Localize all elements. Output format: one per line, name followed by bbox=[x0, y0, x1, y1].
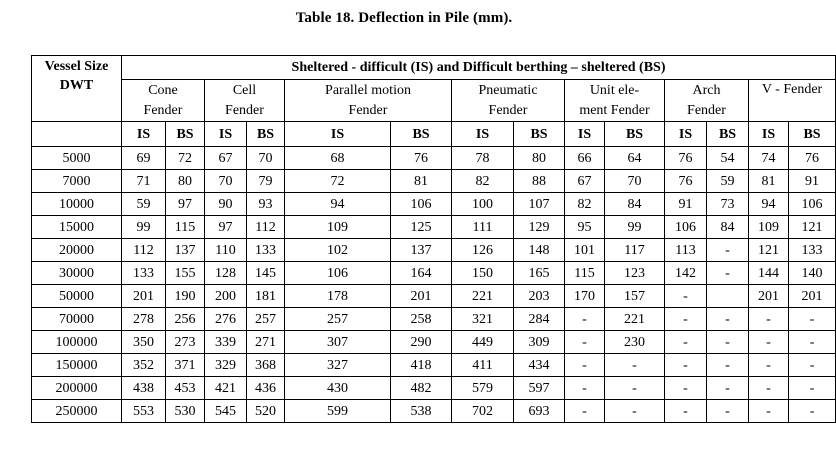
fender-type-header bbox=[285, 80, 452, 122]
value-cell: 201 bbox=[122, 285, 166, 308]
value-cell: 327 bbox=[285, 354, 391, 377]
value-cell: 109 bbox=[749, 216, 789, 239]
table-row bbox=[32, 377, 836, 400]
value-cell: 201 bbox=[391, 285, 452, 308]
table-row bbox=[32, 262, 836, 285]
fender-type-header bbox=[665, 80, 749, 122]
value-cell: 93 bbox=[247, 193, 285, 216]
header-row-group bbox=[32, 56, 836, 80]
table-row bbox=[32, 170, 836, 193]
value-cell: 307 bbox=[285, 331, 391, 354]
value-cell: 113 bbox=[665, 239, 707, 262]
subcol-header: BS bbox=[391, 122, 452, 147]
fender-type-header bbox=[565, 80, 665, 122]
value-cell: - bbox=[605, 354, 665, 377]
deflection-table bbox=[31, 55, 836, 423]
value-cell: 64 bbox=[605, 147, 665, 170]
dwt-cell: 200000 bbox=[32, 377, 122, 400]
value-cell: 350 bbox=[122, 331, 166, 354]
value-cell: 90 bbox=[205, 193, 247, 216]
vessel-size-header bbox=[32, 56, 122, 122]
value-cell: 94 bbox=[285, 193, 391, 216]
value-cell: 150 bbox=[452, 262, 514, 285]
dwt-cell: 5000 bbox=[32, 147, 122, 170]
fender-type-header bbox=[452, 80, 565, 122]
table-row bbox=[32, 308, 836, 331]
value-cell: 80 bbox=[166, 170, 205, 193]
fender-type-line2: Fender bbox=[348, 102, 388, 118]
value-cell: 155 bbox=[166, 262, 205, 285]
value-cell: 278 bbox=[122, 308, 166, 331]
value-cell: 70 bbox=[605, 170, 665, 193]
table-row bbox=[32, 331, 836, 354]
fender-type-line1: Parallel motion bbox=[325, 82, 411, 98]
fender-type-line2: Fender bbox=[225, 102, 264, 118]
value-cell: 81 bbox=[391, 170, 452, 193]
table-row bbox=[32, 285, 836, 308]
value-cell: 170 bbox=[565, 285, 605, 308]
value-cell: - bbox=[665, 354, 707, 377]
fender-type-line2: Fender bbox=[488, 102, 528, 118]
value-cell: 201 bbox=[749, 285, 789, 308]
value-cell: 258 bbox=[391, 308, 452, 331]
value-cell: 102 bbox=[285, 239, 391, 262]
fender-type-line2: Fender bbox=[687, 102, 726, 118]
value-cell: 157 bbox=[605, 285, 665, 308]
value-cell: 107 bbox=[514, 193, 565, 216]
header-row-fender-types bbox=[32, 80, 836, 122]
value-cell: 91 bbox=[789, 170, 836, 193]
value-cell: 181 bbox=[247, 285, 285, 308]
value-cell: 69 bbox=[122, 147, 166, 170]
table-body bbox=[32, 147, 836, 423]
value-cell: 284 bbox=[514, 308, 565, 331]
value-cell: 129 bbox=[514, 216, 565, 239]
value-cell: 78 bbox=[452, 147, 514, 170]
subcol-header: BS bbox=[166, 122, 205, 147]
value-cell: - bbox=[789, 308, 836, 331]
table-row bbox=[32, 400, 836, 423]
subcol-header: BS bbox=[514, 122, 565, 147]
value-cell: 411 bbox=[452, 354, 514, 377]
value-cell: 256 bbox=[166, 308, 205, 331]
dwt-label: DWT bbox=[59, 78, 94, 93]
subcol-header: IS bbox=[122, 122, 166, 147]
fender-type-line1: Unit ele- bbox=[589, 82, 640, 98]
subcol-header: BS bbox=[605, 122, 665, 147]
value-cell: 123 bbox=[605, 262, 665, 285]
value-cell: - bbox=[749, 400, 789, 423]
dwt-cell: 30000 bbox=[32, 262, 122, 285]
value-cell: 421 bbox=[205, 377, 247, 400]
dwt-cell: 150000 bbox=[32, 354, 122, 377]
value-cell: 74 bbox=[749, 147, 789, 170]
value-cell bbox=[707, 285, 749, 308]
value-cell: 148 bbox=[514, 239, 565, 262]
value-cell: 203 bbox=[514, 285, 565, 308]
value-cell: 438 bbox=[122, 377, 166, 400]
dwt-cell: 70000 bbox=[32, 308, 122, 331]
table-caption: Table 18. Deflection in Pile (mm). bbox=[295, 10, 513, 26]
fender-type-line2: ment Fender bbox=[579, 102, 650, 118]
value-cell: 221 bbox=[452, 285, 514, 308]
value-cell: 111 bbox=[452, 216, 514, 239]
subcol-header: IS bbox=[285, 122, 391, 147]
value-cell: 101 bbox=[565, 239, 605, 262]
value-cell: 67 bbox=[565, 170, 605, 193]
value-cell: 257 bbox=[247, 308, 285, 331]
value-cell: 368 bbox=[247, 354, 285, 377]
subcol-header: BS bbox=[789, 122, 836, 147]
value-cell: 190 bbox=[166, 285, 205, 308]
table-row bbox=[32, 193, 836, 216]
value-cell: - bbox=[565, 400, 605, 423]
value-cell: 71 bbox=[122, 170, 166, 193]
subcol-header: IS bbox=[452, 122, 514, 147]
value-cell: 121 bbox=[789, 216, 836, 239]
value-cell: 72 bbox=[285, 170, 391, 193]
subcol-header: IS bbox=[565, 122, 605, 147]
value-cell: - bbox=[789, 400, 836, 423]
value-cell: - bbox=[749, 308, 789, 331]
value-cell: 97 bbox=[205, 216, 247, 239]
fender-type-line1: Pneumatic bbox=[478, 82, 538, 98]
dwt-cell: 7000 bbox=[32, 170, 122, 193]
value-cell: 144 bbox=[749, 262, 789, 285]
table-header bbox=[32, 56, 836, 147]
table-row bbox=[32, 354, 836, 377]
dwt-cell: 250000 bbox=[32, 400, 122, 423]
value-cell: 88 bbox=[514, 170, 565, 193]
value-cell: 257 bbox=[285, 308, 391, 331]
value-cell: 76 bbox=[391, 147, 452, 170]
value-cell: 109 bbox=[285, 216, 391, 239]
value-cell: 520 bbox=[247, 400, 285, 423]
value-cell: 106 bbox=[391, 193, 452, 216]
value-cell: 553 bbox=[122, 400, 166, 423]
value-cell: 271 bbox=[247, 331, 285, 354]
value-cell: - bbox=[749, 354, 789, 377]
dwt-cell: 20000 bbox=[32, 239, 122, 262]
value-cell: 59 bbox=[707, 170, 749, 193]
value-cell: - bbox=[565, 308, 605, 331]
value-cell: 145 bbox=[247, 262, 285, 285]
value-cell: 273 bbox=[166, 331, 205, 354]
value-cell: - bbox=[665, 377, 707, 400]
value-cell: 100 bbox=[452, 193, 514, 216]
dwt-cell: 50000 bbox=[32, 285, 122, 308]
value-cell: 70 bbox=[247, 147, 285, 170]
value-cell: 321 bbox=[452, 308, 514, 331]
value-cell: 67 bbox=[205, 147, 247, 170]
value-cell: - bbox=[665, 285, 707, 308]
vessel-size-blank-cell bbox=[32, 122, 122, 147]
vessel-size-label: Vessel Size bbox=[44, 59, 109, 74]
value-cell: 133 bbox=[247, 239, 285, 262]
value-cell: 133 bbox=[789, 239, 836, 262]
value-cell: 106 bbox=[285, 262, 391, 285]
value-cell: 110 bbox=[205, 239, 247, 262]
value-cell: 54 bbox=[707, 147, 749, 170]
value-cell: 94 bbox=[749, 193, 789, 216]
value-cell: 128 bbox=[205, 262, 247, 285]
value-cell: 95 bbox=[565, 216, 605, 239]
value-cell: 597 bbox=[514, 377, 565, 400]
value-cell: 137 bbox=[391, 239, 452, 262]
value-cell: 482 bbox=[391, 377, 452, 400]
value-cell: 72 bbox=[166, 147, 205, 170]
fender-type-line1: Cell bbox=[232, 82, 257, 98]
value-cell: 125 bbox=[391, 216, 452, 239]
header-row-subcols bbox=[32, 122, 836, 147]
value-cell: 76 bbox=[665, 147, 707, 170]
value-cell: 106 bbox=[789, 193, 836, 216]
value-cell: 76 bbox=[789, 147, 836, 170]
value-cell: 230 bbox=[605, 331, 665, 354]
value-cell: - bbox=[565, 354, 605, 377]
value-cell: - bbox=[565, 331, 605, 354]
value-cell: 115 bbox=[166, 216, 205, 239]
value-cell: 329 bbox=[205, 354, 247, 377]
value-cell: 59 bbox=[122, 193, 166, 216]
value-cell: 66 bbox=[565, 147, 605, 170]
value-cell: 430 bbox=[285, 377, 391, 400]
value-cell: 200 bbox=[205, 285, 247, 308]
fender-type-line1: Cone bbox=[148, 82, 178, 98]
value-cell: 115 bbox=[565, 262, 605, 285]
fender-type-line1: Arch bbox=[692, 82, 721, 98]
value-cell: 117 bbox=[605, 239, 665, 262]
value-cell: 82 bbox=[452, 170, 514, 193]
dwt-cell: 15000 bbox=[32, 216, 122, 239]
value-cell: 80 bbox=[514, 147, 565, 170]
value-cell: 702 bbox=[452, 400, 514, 423]
value-cell: 538 bbox=[391, 400, 452, 423]
value-cell: 579 bbox=[452, 377, 514, 400]
fender-type-line1: V - Fender bbox=[761, 82, 823, 97]
table-row bbox=[32, 147, 836, 170]
value-cell: 418 bbox=[391, 354, 452, 377]
value-cell: 112 bbox=[122, 239, 166, 262]
value-cell: 545 bbox=[205, 400, 247, 423]
value-cell: 142 bbox=[665, 262, 707, 285]
value-cell: 137 bbox=[166, 239, 205, 262]
group-title-header: Sheltered - difficult (IS) and Difficult berthing – sheltered (BS) bbox=[122, 56, 836, 80]
dwt-cell: 100000 bbox=[32, 331, 122, 354]
value-cell: 121 bbox=[749, 239, 789, 262]
value-cell: 82 bbox=[565, 193, 605, 216]
value-cell: 81 bbox=[749, 170, 789, 193]
value-cell: - bbox=[749, 331, 789, 354]
value-cell: - bbox=[707, 239, 749, 262]
value-cell: 164 bbox=[391, 262, 452, 285]
value-cell: 68 bbox=[285, 147, 391, 170]
value-cell: 449 bbox=[452, 331, 514, 354]
value-cell: - bbox=[665, 331, 707, 354]
subcol-header: BS bbox=[247, 122, 285, 147]
value-cell: 73 bbox=[707, 193, 749, 216]
value-cell: 599 bbox=[285, 400, 391, 423]
value-cell: - bbox=[789, 331, 836, 354]
value-cell: 352 bbox=[122, 354, 166, 377]
value-cell: - bbox=[707, 354, 749, 377]
value-cell: 339 bbox=[205, 331, 247, 354]
value-cell: 309 bbox=[514, 331, 565, 354]
value-cell: - bbox=[665, 308, 707, 331]
dwt-cell: 10000 bbox=[32, 193, 122, 216]
table-row bbox=[32, 239, 836, 262]
value-cell: 453 bbox=[166, 377, 205, 400]
value-cell: 436 bbox=[247, 377, 285, 400]
value-cell: - bbox=[665, 400, 707, 423]
value-cell: - bbox=[565, 377, 605, 400]
value-cell: 84 bbox=[707, 216, 749, 239]
value-cell: 84 bbox=[605, 193, 665, 216]
value-cell: 434 bbox=[514, 354, 565, 377]
subcol-header: IS bbox=[665, 122, 707, 147]
value-cell: 112 bbox=[247, 216, 285, 239]
value-cell: 201 bbox=[789, 285, 836, 308]
subcol-header: BS bbox=[707, 122, 749, 147]
subcol-header: IS bbox=[205, 122, 247, 147]
value-cell: 76 bbox=[665, 170, 707, 193]
table-row bbox=[32, 216, 836, 239]
value-cell: - bbox=[707, 308, 749, 331]
value-cell: 70 bbox=[205, 170, 247, 193]
value-cell: 97 bbox=[166, 193, 205, 216]
value-cell: 221 bbox=[605, 308, 665, 331]
value-cell: 79 bbox=[247, 170, 285, 193]
value-cell: 91 bbox=[665, 193, 707, 216]
value-cell: 140 bbox=[789, 262, 836, 285]
value-cell: - bbox=[789, 354, 836, 377]
value-cell: - bbox=[707, 377, 749, 400]
value-cell: - bbox=[707, 331, 749, 354]
value-cell: 290 bbox=[391, 331, 452, 354]
value-cell: - bbox=[789, 377, 836, 400]
fender-type-header bbox=[205, 80, 285, 122]
value-cell: 99 bbox=[122, 216, 166, 239]
value-cell: 178 bbox=[285, 285, 391, 308]
value-cell: 693 bbox=[514, 400, 565, 423]
value-cell: 371 bbox=[166, 354, 205, 377]
value-cell: 126 bbox=[452, 239, 514, 262]
value-cell: - bbox=[749, 377, 789, 400]
value-cell: - bbox=[707, 262, 749, 285]
value-cell: 276 bbox=[205, 308, 247, 331]
fender-type-header bbox=[749, 80, 836, 122]
fender-type-line2: Fender bbox=[143, 102, 183, 118]
fender-type-header bbox=[122, 80, 205, 122]
value-cell: - bbox=[605, 400, 665, 423]
value-cell: 165 bbox=[514, 262, 565, 285]
value-cell: 530 bbox=[166, 400, 205, 423]
value-cell: - bbox=[605, 377, 665, 400]
value-cell: - bbox=[707, 400, 749, 423]
subcol-header: IS bbox=[749, 122, 789, 147]
value-cell: 106 bbox=[665, 216, 707, 239]
value-cell: 133 bbox=[122, 262, 166, 285]
value-cell: 99 bbox=[605, 216, 665, 239]
